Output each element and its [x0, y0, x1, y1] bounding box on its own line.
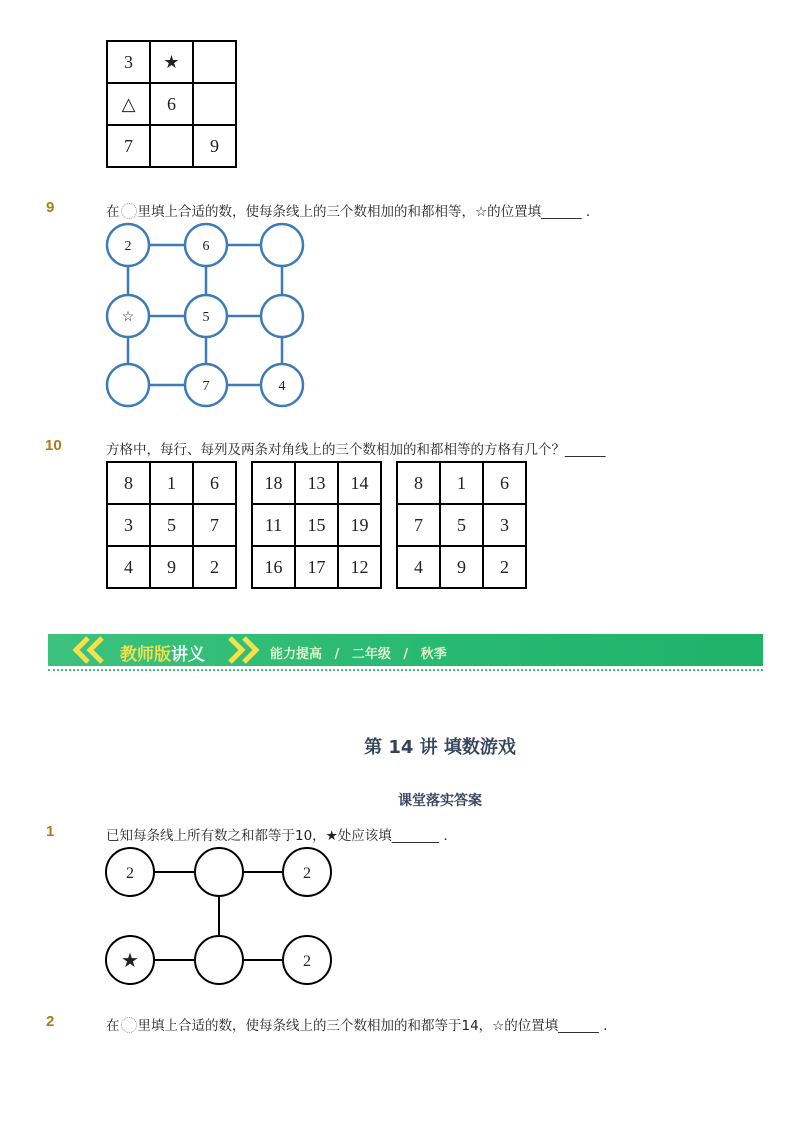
banner-main-a: 教师版 — [120, 645, 171, 665]
grid-cell: 6 — [150, 83, 193, 125]
grid-cell: 11 — [252, 504, 295, 546]
grid-cell: 2 — [193, 546, 236, 588]
breadcrumb-separator: / — [403, 647, 409, 662]
grid-cell: 5 — [150, 504, 193, 546]
grid-cell: 3 — [483, 504, 526, 546]
question-text — [106, 200, 590, 220]
top-grid — [106, 40, 237, 168]
question-text-before: 在 — [106, 204, 120, 220]
blank-circle-icon — [121, 1017, 137, 1033]
grid-cell: 7 — [193, 504, 236, 546]
grid-cell: 12 — [338, 546, 381, 588]
question-text-before: 在 — [106, 1018, 120, 1034]
grid-cell: 19 — [338, 504, 381, 546]
circle-value: ☆ — [121, 310, 135, 325]
grid-cell: 7 — [107, 125, 150, 167]
blank-circle-icon — [121, 203, 137, 219]
breadcrumb-separator: / — [334, 647, 340, 662]
question-number: 1 — [46, 823, 55, 840]
breadcrumb-item: 能力提高 — [270, 647, 323, 662]
grid-cell: 15 — [295, 504, 338, 546]
banner-main-label — [120, 640, 205, 665]
grid-cell: 14 — [338, 462, 381, 504]
grid-cell: 9 — [193, 125, 236, 167]
grid-cell: 3 — [107, 41, 150, 83]
grid-cell: △ — [107, 83, 150, 125]
grid-cell — [193, 41, 236, 83]
grid-cell: 6 — [483, 462, 526, 504]
grid-cell — [193, 83, 236, 125]
magic-square-3 — [396, 461, 527, 589]
grid-cell: 2 — [483, 546, 526, 588]
breadcrumb-item: 秋季 — [420, 647, 447, 662]
grid-cell: 7 — [397, 504, 440, 546]
circle-value: 2 — [303, 953, 311, 970]
circle-value: 2 — [124, 239, 132, 254]
question-number: 10 — [45, 437, 62, 454]
question-text: 方格中，每行、每列及两条对角线上的三个数相加的和都相等的方格有几个？______ — [106, 442, 606, 458]
grid-cell: 3 — [107, 504, 150, 546]
grid-cell: 6 — [193, 462, 236, 504]
grid-cell: 8 — [397, 462, 440, 504]
grid-cell: 17 — [295, 546, 338, 588]
grid-cell: 1 — [440, 462, 483, 504]
grid-cell: 13 — [295, 462, 338, 504]
circle-value: 5 — [202, 310, 210, 325]
grid-cell: 18 — [252, 462, 295, 504]
section-title: 课堂落实答案 — [398, 793, 482, 809]
circle-value: 2 — [126, 865, 134, 882]
circle-value: 7 — [202, 379, 210, 394]
circle-value: 6 — [202, 239, 210, 254]
grid-cell: 1 — [150, 462, 193, 504]
grid-cell: 9 — [440, 546, 483, 588]
question-number: 9 — [46, 199, 55, 216]
grid-cell: ★ — [150, 41, 193, 83]
banner-main-b: 讲义 — [171, 645, 205, 665]
star-icon: ★ — [121, 950, 139, 972]
grid-cell: 8 — [107, 462, 150, 504]
circle-value: 4 — [278, 379, 286, 394]
banner-dotted-divider — [48, 669, 763, 671]
grid-cell: 4 — [397, 546, 440, 588]
grid-cell: 9 — [150, 546, 193, 588]
question-number: 2 — [46, 1013, 55, 1030]
a1-circle-diagram — [100, 843, 340, 991]
question-text-after: 里填上合适的数，使每条线上的三个数相加的和都等于14，☆的位置填______ . — [137, 1018, 608, 1034]
grid-cell: 4 — [107, 546, 150, 588]
q9-circle-diagram — [100, 220, 312, 416]
question-text-after: 里填上合适的数，使每条线上的三个数相加的和都相等，☆的位置填______ . — [137, 204, 591, 220]
grid-cell — [150, 125, 193, 167]
circle-value: 2 — [303, 865, 311, 882]
double-chevron-left-icon — [68, 634, 118, 666]
question-text — [106, 1014, 607, 1034]
grid-cell: 16 — [252, 546, 295, 588]
question-text: 已知每条线上所有数之和都等于10，★处应该填_______ . — [106, 828, 448, 844]
banner-breadcrumb — [270, 643, 447, 662]
magic-square-2 — [251, 461, 382, 589]
lecture-title: 第 14 讲 填数游戏 — [364, 737, 516, 758]
grid-cell: 5 — [440, 504, 483, 546]
magic-square-1 — [106, 461, 237, 589]
breadcrumb-item: 二年级 — [351, 647, 391, 662]
double-chevron-right-icon — [224, 634, 264, 666]
